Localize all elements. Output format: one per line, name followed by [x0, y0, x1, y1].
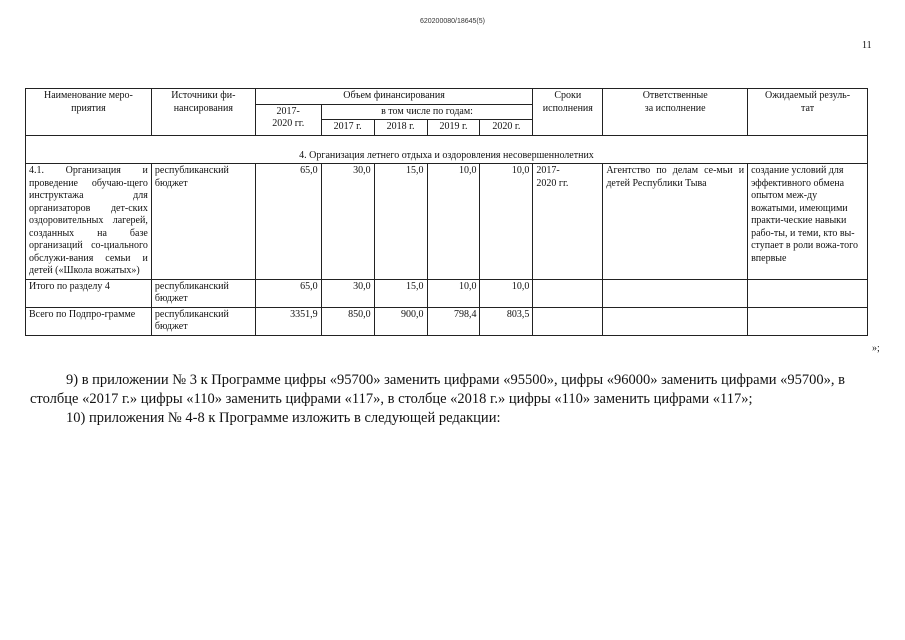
cell-name: Всего по Подпро-грамме	[26, 307, 152, 335]
cell-total: 65,0	[255, 279, 321, 307]
cell-terms: 2017- 2020 гг.	[533, 164, 603, 280]
cell-2019: 10,0	[427, 279, 480, 307]
header-by-years: в том числе по годам:	[321, 104, 533, 120]
paragraph-9: 9) в приложении № 3 к Программе цифры «95700» заменить цифрами «95500», цифры «96000» заменить цифрами «95700», в столбце «2017 г.» цифры «110» заменить цифрами «117», в столбце «2018 г.» цифры «110» заменить цифрами «117»;	[30, 372, 845, 407]
financing-table	[25, 88, 868, 336]
table-row	[26, 164, 868, 280]
cell-responsible	[603, 307, 748, 335]
cell-name: 4.1. Организация и проведение обучаю-щего инструктажа для организаторов дет-ских оздоровительных лагерей, созданных на базе организаций со-циального обслужи-вания семьи и детей («Школа вожатых»)	[26, 164, 152, 280]
cell-2020: 803,5	[480, 307, 533, 335]
paragraph-10: 10) приложения № 4-8 к Программе изложить в следующей редакции:	[66, 410, 501, 426]
header-volume: Объем финансирования	[255, 89, 533, 105]
cell-result: создание условий для эффективного обмена опытом меж-ду вожатыми, имеющими практи-ческие навыки рабо-ты, и теми, кто вы-ступает в роли вожа-того впервые	[748, 164, 868, 280]
header-terms: Сроки исполнения	[533, 89, 603, 136]
cell-2019: 10,0	[427, 164, 480, 280]
table-row	[26, 279, 868, 307]
cell-total: 3351,9	[255, 307, 321, 335]
cell-result	[748, 279, 868, 307]
cell-terms	[533, 279, 603, 307]
cell-total: 65,0	[255, 164, 321, 280]
cell-2020: 10,0	[480, 164, 533, 280]
cell-2017: 30,0	[321, 279, 374, 307]
cell-source: республиканский бюджет	[151, 164, 255, 280]
cell-name: Итого по разделу 4	[26, 279, 152, 307]
cell-2017: 850,0	[321, 307, 374, 335]
cell-2019: 798,4	[427, 307, 480, 335]
cell-2020: 10,0	[480, 279, 533, 307]
cell-2018: 15,0	[374, 164, 427, 280]
cell-2018: 900,0	[374, 307, 427, 335]
cell-responsible	[603, 279, 748, 307]
cell-source: республиканский бюджет	[151, 279, 255, 307]
cell-source: республиканский бюджет	[151, 307, 255, 335]
header-sources: Источники фи- нансирования	[151, 89, 255, 136]
cell-2018: 15,0	[374, 279, 427, 307]
section-row	[26, 135, 868, 164]
header-2017: 2017 г.	[321, 120, 374, 136]
closing-quote: »;	[872, 343, 880, 354]
header-2020: 2020 г.	[480, 120, 533, 136]
section-title: 4. Организация летнего отдыха и оздоровления несовершеннолетних	[26, 135, 868, 164]
page-number: 11	[862, 40, 872, 51]
header-name: Наименование меро- приятия	[26, 89, 152, 136]
header-2018: 2018 г.	[374, 120, 427, 136]
cell-2017: 30,0	[321, 164, 374, 280]
table-header-row	[26, 89, 868, 105]
header-total-years: 2017- 2020 гг.	[255, 104, 321, 135]
cell-responsible: Агентство по делам се-мьи и детей Республики Тыва	[603, 164, 748, 280]
header-2019: 2019 г.	[427, 120, 480, 136]
header-responsible: Ответственные за исполнение	[603, 89, 748, 136]
table-row	[26, 307, 868, 335]
header-result: Ожидаемый резуль- тат	[748, 89, 868, 136]
cell-terms	[533, 307, 603, 335]
document-id: 620200080/18645(5)	[419, 18, 485, 25]
cell-result	[748, 307, 868, 335]
